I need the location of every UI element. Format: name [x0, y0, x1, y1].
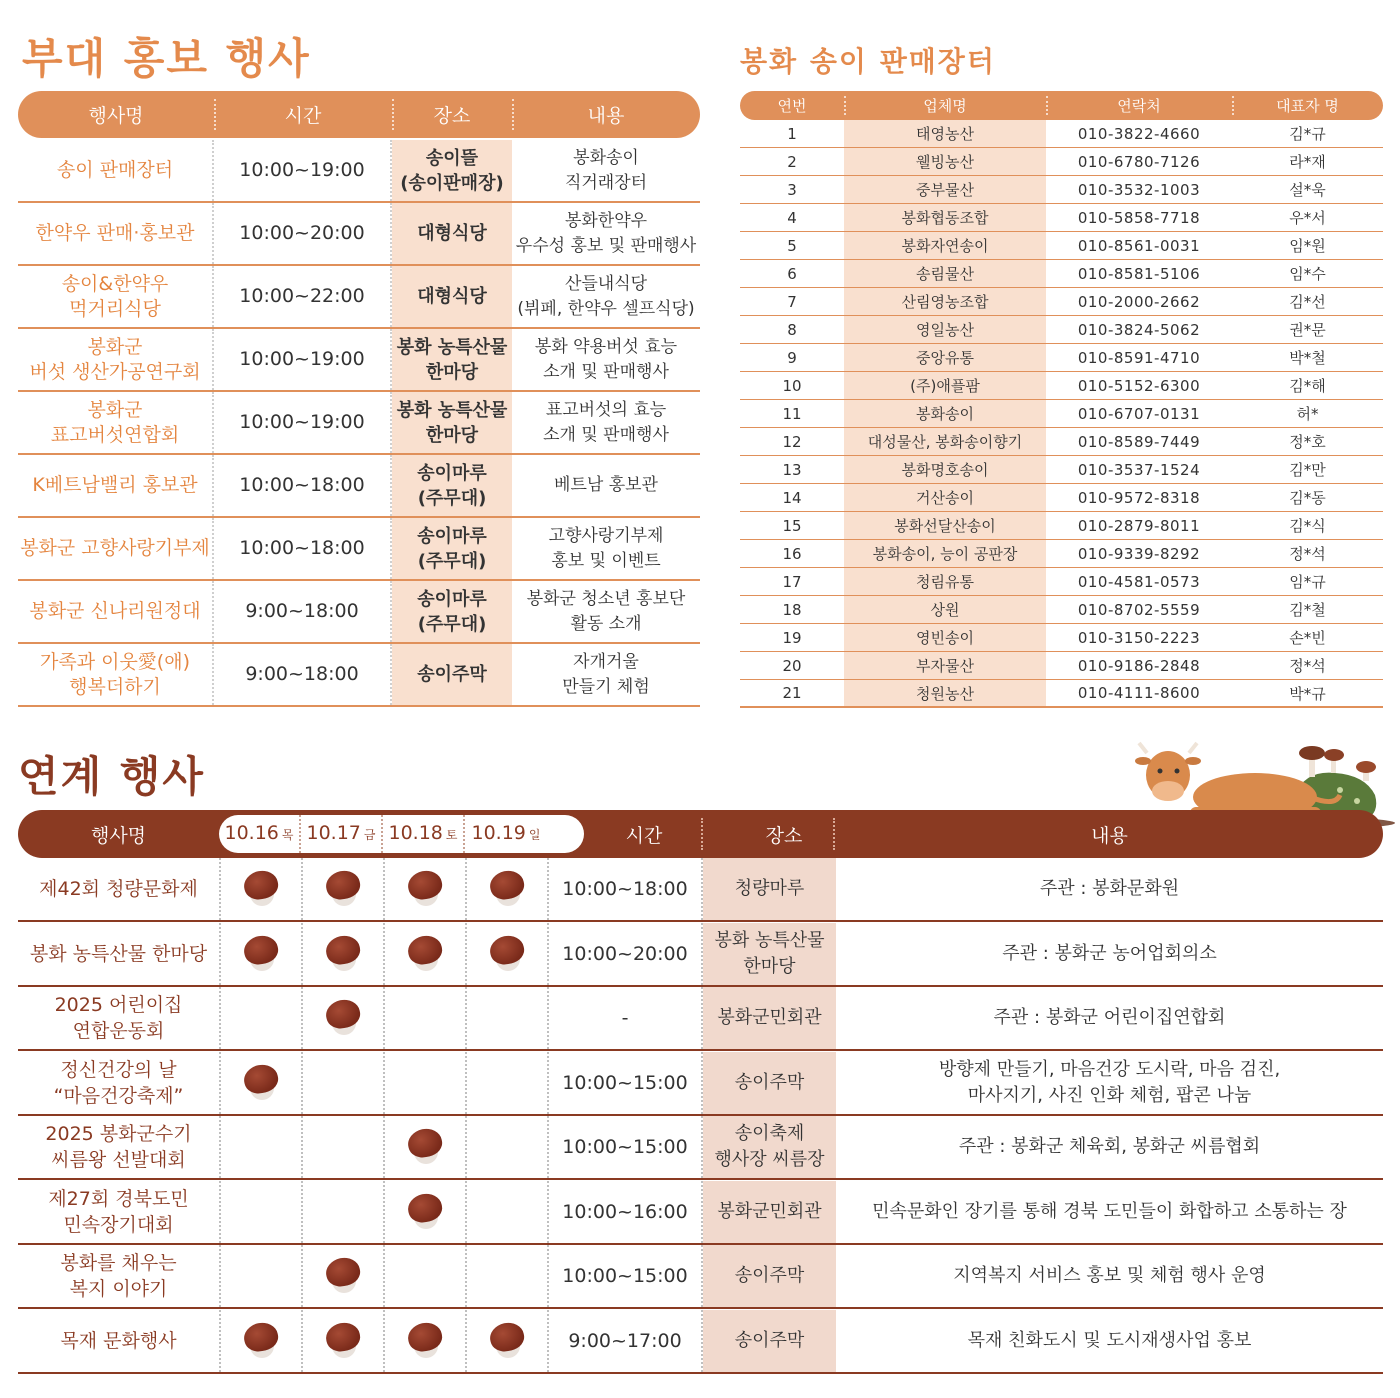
market-phone: 010-5152-6300	[1077, 376, 1201, 395]
promo-event-name: 송이&한약우 먹거리식당	[18, 266, 214, 327]
market-rep: 박*규	[1289, 684, 1326, 703]
market-rep: 김*규	[1289, 125, 1326, 143]
market-company: 산림영농조합	[844, 288, 1046, 315]
day-cell	[303, 1181, 385, 1243]
promo-event-place: 대형식당	[392, 203, 512, 264]
promo-row	[18, 518, 700, 581]
header-no: 연번	[777, 97, 807, 115]
promo-event-name: K베트남밸리 홍보관	[18, 455, 214, 516]
market-rep: 김*만	[1289, 461, 1326, 479]
day-cell	[467, 1181, 549, 1243]
linked-event-place: 봉화군민회관	[703, 987, 836, 1049]
promo-event-name: 봉화군 신나리원정대	[18, 581, 214, 642]
promo-event-desc: 표고버섯의 효능 소개 및 판매행사	[543, 399, 669, 445]
market-row	[740, 540, 1383, 568]
promo-event-name: 봉화군 버섯 생산가공연구회	[18, 329, 214, 390]
market-row	[740, 652, 1383, 680]
linked-event-place: 봉화 농특산물 한마당	[703, 923, 836, 985]
mushroom-icon	[488, 1323, 526, 1359]
day-cell	[221, 923, 303, 985]
day-cell	[221, 858, 303, 920]
linked-event-time: 10:00~15:00	[549, 1116, 703, 1178]
mushroom-icon	[242, 871, 280, 907]
market-row	[740, 260, 1383, 288]
linked-event-place: 청량마루	[703, 858, 836, 920]
promo-row	[18, 644, 700, 707]
market-rep: 정*호	[1289, 433, 1326, 451]
promo-event-time: 10:00~18:00	[214, 455, 392, 516]
market-row	[740, 176, 1383, 204]
promo-row	[18, 203, 700, 266]
promo-event-time: 10:00~19:00	[214, 392, 392, 453]
linked-event-place: 봉화군민회관	[703, 1181, 836, 1243]
day-cell	[385, 1310, 467, 1372]
header-phone: 연락처	[1117, 97, 1161, 115]
promo-event-place: 송이마루 (주무대)	[392, 581, 512, 642]
day-cell	[303, 1245, 385, 1307]
market-no: 7	[787, 292, 797, 311]
mushroom-icon	[324, 1323, 362, 1359]
promo-event-desc: 봉화송이 직거래장터	[564, 147, 648, 193]
promo-row	[18, 329, 700, 392]
promo-event-time: 9:00~18:00	[214, 581, 392, 642]
market-phone: 010-2879-8011	[1077, 516, 1201, 535]
market-phone: 010-4581-0573	[1077, 572, 1201, 591]
market-row	[740, 148, 1383, 176]
market-row	[740, 316, 1383, 344]
market-company: 봉화협동조합	[844, 204, 1046, 231]
linked-event-time: 10:00~18:00	[549, 858, 703, 920]
promo-table-header	[18, 91, 700, 138]
market-rep: 임*수	[1289, 265, 1326, 283]
market-no: 21	[782, 684, 802, 702]
market-row	[740, 204, 1383, 232]
promo-event-place: 대형식당	[392, 266, 512, 327]
market-phone: 010-4111-8600	[1077, 684, 1201, 702]
promo-event-place: 송이마루 (주무대)	[392, 455, 512, 516]
weekday-label: 목	[281, 828, 294, 842]
market-company: 봉화선달산송이	[844, 512, 1046, 539]
date-label: 10.18	[388, 822, 443, 844]
market-company: (주)애플팜	[844, 372, 1046, 399]
mushroom-icon	[488, 936, 526, 972]
day-cell	[303, 858, 385, 920]
market-no: 2	[787, 152, 797, 171]
linked-table-header	[18, 810, 1383, 858]
promo-row	[18, 140, 700, 203]
header-name: 행사명	[88, 105, 144, 127]
promo-event-desc: 자개거울 만들기 체험	[562, 651, 650, 697]
day-cell	[385, 1245, 467, 1307]
day-cell	[303, 923, 385, 985]
market-rep: 김*철	[1289, 601, 1326, 619]
promo-event-place: 송이주막	[392, 644, 512, 705]
market-rep: 권*문	[1289, 321, 1326, 339]
market-company: 태영농산	[844, 120, 1046, 147]
promo-event-desc: 베트남 홍보관	[554, 475, 658, 495]
mushroom-icon	[406, 936, 444, 972]
day-cell	[221, 1052, 303, 1114]
linked-event-name: 제27회 경북도민 민속장기대회	[18, 1181, 221, 1243]
mushroom-icon	[242, 936, 280, 972]
market-phone: 010-8702-5559	[1077, 600, 1201, 619]
market-company: 청림유통	[844, 568, 1046, 595]
market-phone: 010-2000-2662	[1077, 292, 1201, 311]
promo-event-desc: 봉화한약우 우수성 홍보 및 판매행사	[515, 210, 697, 256]
header-desc: 내용	[587, 105, 625, 127]
promo-event-name: 한약우 판매·홍보관	[18, 203, 214, 264]
day-cell	[385, 1052, 467, 1114]
linked-event-desc: 목재 친화도시 및 도시재생사업 홍보	[967, 1329, 1252, 1351]
promo-event-name: 가족과 이웃愛(애) 행복더하기	[18, 644, 214, 705]
linked-event-name: 목재 문화행사	[18, 1310, 221, 1372]
header-place: 장소	[433, 105, 471, 127]
day-cell	[385, 987, 467, 1049]
linked-event-name: 2025 봉화군수기 씨름왕 선발대회	[18, 1116, 221, 1178]
day-cell	[385, 858, 467, 920]
day-cell	[221, 1245, 303, 1307]
promo-row	[18, 581, 700, 644]
weekday-label: 일	[528, 828, 541, 842]
promo-event-name: 송이 판매장터	[18, 140, 214, 201]
linked-event-desc: 주관 : 봉화문화원	[1039, 878, 1180, 899]
date-label: 10.17	[306, 822, 361, 844]
mushroom-icon	[324, 1258, 362, 1294]
linked-event-place: 송이축제 행사장 씨름장	[703, 1116, 836, 1178]
date-header-pill	[219, 815, 584, 853]
linked-row	[18, 1245, 1383, 1309]
market-row	[740, 596, 1383, 624]
mushroom-icon	[406, 1194, 444, 1230]
market-company: 청원농산	[844, 680, 1046, 706]
market-company: 웰빙농산	[844, 148, 1046, 175]
linked-event-place: 송이주막	[703, 1052, 836, 1114]
market-no: 4	[787, 208, 797, 227]
market-row	[740, 624, 1383, 652]
date-header	[383, 815, 465, 853]
market-phone: 010-3824-5062	[1077, 320, 1201, 339]
day-cell	[385, 923, 467, 985]
promo-title: 부대 홍보 행사	[22, 34, 311, 83]
market-table-body	[740, 120, 1383, 708]
day-cell	[221, 1181, 303, 1243]
market-no: 13	[782, 460, 802, 479]
mushroom-icon	[324, 936, 362, 972]
day-cell	[303, 1310, 385, 1372]
linked-event-desc: 주관 : 봉화군 어린이집연합회	[993, 1007, 1226, 1028]
market-company: 봉화자연송이	[844, 232, 1046, 259]
linked-row	[18, 923, 1383, 987]
linked-event-name: 제42회 청량문화제	[18, 858, 221, 920]
linked-event-time: 10:00~20:00	[549, 923, 703, 985]
market-company: 영일농산	[844, 316, 1046, 343]
market-company: 송림물산	[844, 260, 1046, 287]
market-row	[740, 288, 1383, 316]
market-phone: 010-8561-0031	[1077, 236, 1201, 255]
linked-row	[18, 1116, 1383, 1180]
market-no: 19	[782, 628, 802, 647]
mushroom-icon	[242, 1323, 280, 1359]
promo-event-time: 9:00~18:00	[214, 644, 392, 705]
market-no: 14	[782, 488, 802, 507]
market-phone: 010-3537-1524	[1077, 460, 1201, 479]
market-table-header	[740, 91, 1383, 120]
day-cell	[385, 1181, 467, 1243]
linked-event-name: 정신건강의 날 “마음건강축제”	[18, 1052, 221, 1114]
date-header	[465, 815, 547, 853]
promo-event-place: 봉화 농특산물 한마당	[392, 392, 512, 453]
promo-row	[18, 266, 700, 329]
market-no: 12	[782, 432, 802, 451]
day-cell	[467, 1052, 549, 1114]
market-company: 대성물산, 봉화송이향기	[844, 428, 1046, 455]
linked-event-place: 송이주막	[703, 1310, 836, 1372]
market-rep: 김*해	[1289, 377, 1326, 395]
header-time: 시간	[284, 105, 322, 127]
date-header	[301, 815, 383, 853]
promo-event-name: 봉화군 표고버섯연합회	[18, 392, 214, 453]
market-no: 15	[782, 516, 802, 535]
day-cell	[385, 1116, 467, 1178]
day-cell	[467, 1116, 549, 1178]
promo-row	[18, 455, 700, 518]
linked-event-desc: 민속문화인 장기를 통해 경북 도민들이 화합하고 소통하는 장	[872, 1200, 1347, 1222]
mushroom-icon	[406, 1323, 444, 1359]
header-name: 행사명	[90, 824, 147, 847]
day-cell	[303, 1052, 385, 1114]
market-rep: 임*원	[1289, 237, 1326, 255]
linked-row	[18, 1052, 1383, 1116]
mushroom-icon	[242, 1065, 280, 1101]
market-row	[740, 428, 1383, 456]
header-rep: 대표자 명	[1276, 97, 1339, 115]
market-row	[740, 372, 1383, 400]
promo-event-time: 10:00~20:00	[214, 203, 392, 264]
mushroom-icon	[406, 871, 444, 907]
market-rep: 라*재	[1289, 153, 1326, 171]
market-no: 6	[787, 264, 797, 283]
market-company: 봉화송이, 능이 공판장	[844, 540, 1046, 567]
market-company: 중부물산	[844, 176, 1046, 203]
market-phone: 010-6780-7126	[1077, 152, 1201, 171]
market-rep: 임*규	[1289, 573, 1326, 591]
date-header	[219, 815, 301, 853]
linked-event-name: 봉화를 채우는 복지 이야기	[18, 1245, 221, 1307]
promo-event-place: 봉화 농특산물 한마당	[392, 329, 512, 390]
linked-event-desc: 지역복지 서비스 홍보 및 체험 행사 운영	[953, 1265, 1266, 1286]
promo-event-desc: 봉화 약용버섯 효능 소개 및 판매행사	[534, 336, 678, 382]
promo-event-place: 송이뜰 (송이판매장)	[392, 140, 512, 201]
market-title: 봉화 송이 판매장터	[740, 45, 996, 78]
day-cell	[467, 1310, 549, 1372]
linked-event-desc: 주관 : 봉화군 체육회, 봉화군 씨름협회	[958, 1136, 1261, 1157]
market-rep: 손*빈	[1289, 629, 1326, 647]
linked-title: 연계 행사	[18, 752, 205, 801]
linked-row	[18, 987, 1383, 1051]
header-company: 업체명	[923, 97, 967, 115]
market-phone: 010-6707-0131	[1077, 404, 1201, 423]
promo-row	[18, 392, 700, 455]
market-rep: 박*철	[1289, 349, 1326, 367]
linked-event-name: 봉화 농특산물 한마당	[18, 923, 221, 985]
market-row	[740, 512, 1383, 540]
linked-event-name: 2025 어린이집 연합운동회	[18, 987, 221, 1049]
promo-event-time: 10:00~19:00	[214, 329, 392, 390]
market-company: 중앙유통	[844, 344, 1046, 371]
market-row	[740, 120, 1383, 148]
market-row	[740, 344, 1383, 372]
promo-event-desc: 산들내식당 (뷔페, 한약우 셀프식당)	[517, 273, 695, 319]
market-row	[740, 232, 1383, 260]
promo-event-desc: 고향사랑기부제 홍보 및 이벤트	[548, 525, 664, 571]
market-row	[740, 400, 1383, 428]
market-company: 부자물산	[844, 652, 1046, 679]
mushroom-icon	[324, 871, 362, 907]
mushroom-icon	[488, 871, 526, 907]
day-cell	[221, 987, 303, 1049]
market-company: 영빈송이	[844, 624, 1046, 651]
market-no: 3	[787, 180, 797, 199]
mushroom-icon	[324, 1000, 362, 1036]
day-cell	[303, 1116, 385, 1178]
linked-event-time: 10:00~15:00	[549, 1052, 703, 1114]
promo-event-place: 송이마루 (주무대)	[392, 518, 512, 579]
market-rep: 허*	[1296, 405, 1319, 423]
linked-event-time: -	[549, 987, 703, 1049]
day-cell	[467, 1245, 549, 1307]
market-row	[740, 568, 1383, 596]
market-no: 18	[782, 600, 802, 619]
linked-row	[18, 1310, 1383, 1374]
market-no: 20	[782, 656, 802, 675]
market-rep: 김*동	[1289, 489, 1326, 507]
weekday-label: 토	[445, 828, 458, 842]
market-phone: 010-9339-8292	[1077, 544, 1201, 563]
market-phone: 010-3532-1003	[1077, 180, 1201, 199]
day-cell	[467, 858, 549, 920]
linked-row	[18, 1181, 1383, 1245]
day-cell	[221, 1310, 303, 1372]
day-cell	[467, 987, 549, 1049]
mushroom-icon	[406, 1129, 444, 1165]
market-rep: 김*식	[1289, 517, 1326, 535]
promo-event-desc: 봉화군 청소년 홍보단 활동 소개	[526, 588, 686, 634]
market-phone: 010-3150-2223	[1077, 628, 1201, 647]
header-place: 장소	[765, 824, 803, 847]
market-company: 봉화명호송이	[844, 456, 1046, 483]
market-rep: 설*욱	[1289, 181, 1326, 199]
market-phone: 010-9572-8318	[1077, 488, 1201, 507]
promo-event-name: 봉화군 고향사랑기부제	[18, 518, 214, 579]
market-rep: 김*선	[1289, 293, 1326, 311]
market-company: 상원	[844, 596, 1046, 623]
linked-event-time: 9:00~17:00	[549, 1310, 703, 1372]
linked-event-time: 10:00~16:00	[549, 1181, 703, 1243]
market-rep: 정*석	[1289, 545, 1326, 563]
market-rep: 정*석	[1289, 657, 1326, 675]
market-no: 10	[782, 376, 802, 395]
market-phone: 010-3822-4660	[1077, 124, 1201, 143]
market-row	[740, 484, 1383, 512]
linked-event-place: 송이주막	[703, 1245, 836, 1307]
market-no: 16	[782, 544, 802, 563]
market-phone: 010-9186-2848	[1077, 656, 1201, 675]
linked-row	[18, 858, 1383, 922]
day-cell	[221, 1116, 303, 1178]
day-cell	[467, 923, 549, 985]
weekday-label: 금	[363, 828, 376, 842]
date-label: 10.19	[471, 822, 526, 844]
market-no: 17	[782, 572, 802, 591]
linked-event-time: 10:00~15:00	[549, 1245, 703, 1307]
promo-event-time: 10:00~18:00	[214, 518, 392, 579]
date-label: 10.16	[224, 822, 279, 844]
market-company: 봉화송이	[844, 400, 1046, 427]
market-company: 거산송이	[844, 484, 1046, 511]
market-no: 9	[787, 348, 797, 367]
market-phone: 010-8591-4710	[1077, 348, 1201, 367]
market-row	[740, 680, 1383, 708]
market-no: 1	[787, 124, 797, 143]
market-phone: 010-5858-7718	[1077, 208, 1201, 227]
linked-event-desc: 주관 : 봉화군 농어업회의소	[1002, 942, 1217, 964]
market-rep: 우*서	[1289, 209, 1326, 227]
promo-event-time: 10:00~19:00	[214, 140, 392, 201]
day-cell	[303, 987, 385, 1049]
market-no: 8	[787, 320, 797, 339]
market-row	[740, 456, 1383, 484]
promo-event-time: 10:00~22:00	[214, 266, 392, 327]
market-no: 5	[787, 236, 797, 255]
market-phone: 010-8581-5106	[1077, 264, 1201, 283]
linked-event-desc: 방향제 만들기, 마음건강 도시락, 마음 검진, 마사지기, 사진 인화 체험, 팝콘 나눔	[938, 1058, 1281, 1106]
header-desc: 내용	[1091, 824, 1128, 847]
market-no: 11	[782, 404, 802, 423]
header-time: 시간	[625, 824, 663, 847]
market-phone: 010-8589-7449	[1077, 432, 1201, 451]
